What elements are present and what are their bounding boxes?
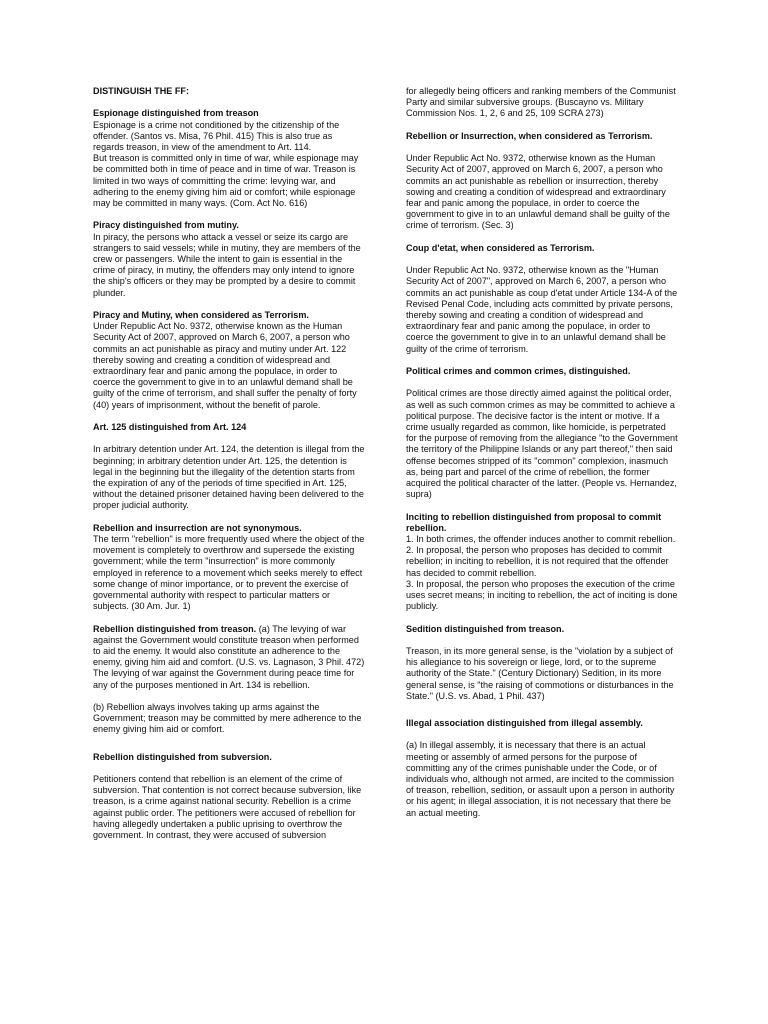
left-column [93, 86, 365, 841]
subversion-continued-paragraph: for allegedly being officers and ranking members of the Communist Party and similar subversive groups. (Buscayno vs. Military Commission Nos. 1, 2, 6 and 25, 109 SCRA 273) [406, 86, 676, 119]
coup-heading: Coup d'etat, when considered as Terrorism. [406, 242, 595, 253]
espionage-paragraph: Espionage is a crime not conditioned by the citizenship of the offender. (Santos vs. Misa, 76 Phil. 415) This is also true as regards treason, in view of the amendment to Art. 114. But treason is committed only in time of war, while espionage may be committed both in time of peace and in time of war. Treason is limited in two ways of committing the crime: levying war, and adhering to the enemy giving him aid or comfort; while espionage may be committed in many ways. (Com. Act No. 616) [93, 119, 359, 209]
inciting-paragraph: 1. In both crimes, the offender induces another to commit rebellion. 2. In proposal, the person who proposes has decided to commit rebellion; in inciting to rebellion, it is not required that the offender has decided to commit rebellion. 3. In proposal, the person who proposes the execution of the crime uses secret means; in inciting to rebellion, the act of inciting is done publicly. [406, 534, 678, 612]
rebellion-terrorism-heading: Rebellion or Insurrection, when considered as Terrorism. [406, 130, 653, 141]
rebellion-treason-heading: Rebellion distinguished from treason. [93, 623, 257, 634]
rebellion-insurrection-paragraph: The term "rebellion" is more frequently used where the object of the movement is completely to overthrow and supersede the existing government; while the term "insurrection" is more commonly employed in reference to a movement which seeks merely to effect some change of minor importance, or to prevent the exercise of governmental authority with respect to particular matters or subjects. (30 Am. Jur. 1) [93, 534, 365, 612]
coup-paragraph: Under Republic Act No. 9372, otherwise known as the "Human Security Act of 2007", approved on March 6, 2007, a person who commits an act punishable as coup d'etat under Article 134-A of the Revised Penal Code, including acts committed by private persons, thereby sowing and creating a condition of widespread and extraordinary fear and panic among the populace, in order to coerce the government to give in to an unlawful demand shall be guilty of the crime of terrorism. [406, 265, 678, 354]
political-crimes-paragraph: Political crimes are those directly aimed against the political order, as well as such common crimes as may be committed to achieve a political purpose. The decisive factor is the intent or motive. If a crime usually regarded as common, like homicide, is perpetrated for the purpose of removing from the allegiance "to the Government the territory of the Philippine Islands or any part thereof," then said offense becomes stripped of its "common" complexion, inasmuch as, being part and parcel of the crime of rebellion, the former acquired the political character of the latter. (People vs. Hernandez, supra) [406, 388, 678, 500]
piracy-terrorism-heading: Piracy and Mutiny, when considered as Terrorism. [93, 310, 309, 321]
rebellion-treason-text: (a) The levying of war against the Government would constitute treason when performed to aid the enemy. It would also constitute an adherence to the enemy, giving him aid and comfort. (U.S. vs. Lagnason, 3 Phil. 472) The levying of war against the Government during peace time for any of the purposes mentioned in Art. 134 is rebellion. [93, 623, 365, 690]
art125-heading: Art. 125 distinguished from Art. 124 [93, 422, 247, 433]
political-crimes-heading: Political crimes and common crimes, distinguished. [406, 366, 631, 376]
rebellion-subversion-heading: Rebellion distinguished from subversion. [93, 751, 272, 762]
rebellion-insurrection-heading: Rebellion and insurrection are not synonymous. [93, 522, 302, 533]
inciting-heading: Inciting to rebellion distinguished from proposal to commit rebellion. [406, 511, 662, 533]
sedition-paragraph: Treason, in its more general sense, is the "violation by a subject of his allegiance to his sovereign or liege, lord, or to the supreme authority of the State." (Century Dictionary) Sedition, in its more general sense, is "the raising of commotions or disturbances in the State." (U.S. vs. Abad, 1 Phil. 437) [406, 646, 674, 701]
illegal-association-paragraph: (a) In illegal assembly, it is necessary that there is an actual meeting or assembly of armed persons for the purpose of committing any of the crimes punishable under the Code, or of individuals who, although not armed, are incited to the commission of treason, rebellion, sedition, or assault upon a person in authority or his agent; in illegal association, it is not necessary that there be an actual meeting. [406, 740, 675, 818]
rebellion-treason-b-paragraph: (b) Rebellion always involves taking up arms against the Government; treason may be committed by mere adherence to the enemy giving him aid or comfort. [93, 702, 362, 735]
art125-paragraph: In arbitrary detention under Art. 124, the detention is illegal from the beginning; in arbitrary detention under Art. 125, the detention is legal in the beginning but the illegality of the detention starts from the expiration of any of the periods of time specified in Art. 125, without the detained prisoner detained having been delivered to the proper judicial authority. [93, 444, 365, 511]
rebellion-terrorism-paragraph: Under Republic Act No. 9372, otherwise known as the Human Security Act of 2007, approved on March 6, 2007, a person who commits an act punishable as rebellion or insurrection, thereby sowing and creating a condition of widespread and extraordinary fear and panic among the populace, in order to coerce the government to give in to an unlawful demand shall be guilty of the crime of terrorism. (Sec. 3) [406, 153, 670, 231]
piracy-terrorism-paragraph: Under Republic Act No. 9372, otherwise known as the Human Security Act of 2007, approved on March 6, 2007, a person who commits an act punishable as piracy and mutiny under Art. 122 thereby sowing and creating a condition of widespread and extraordinary fear and panic among the populace, in order to coerce the government to give in to an unlawful demand shall be guilty of the crime of terrorism, and shall suffer the penalty of forty (40) years of imprisonment, without the benefit of parole. [93, 321, 357, 410]
page-title: DISTINGUISH THE FF: [93, 86, 189, 96]
rebellion-treason-paragraph [93, 624, 365, 691]
sedition-heading: Sedition distinguished from treason. [406, 623, 565, 634]
rebellion-subversion-paragraph: Petitioners contend that rebellion is an element of the crime of subversion. That contention is not correct because subversion, like treason, is a crime against national security. Rebellion is a crime against public order. The petitioners were accused of rebellion for having allegedly undertaken a public uprising to overthrow the government. In contrast, they were accused of subversion [93, 774, 362, 841]
piracy-heading: Piracy distinguished from mutiny. [93, 220, 239, 231]
illegal-association-heading: Illegal association distinguished from illegal assembly. [406, 718, 643, 729]
right-column [406, 86, 678, 819]
piracy-paragraph: In piracy, the persons who attack a vessel or seize its cargo are strangers to said vessels; while in mutiny, they are members of the crew or passengers. While the intent to gain is essential in the crime of piracy, in mutiny, the offenders may only intend to ignore the ship's officers or they may be prompted by a desire to commit plunder. [93, 231, 361, 298]
espionage-heading: Espionage distinguished from treason [93, 108, 259, 119]
